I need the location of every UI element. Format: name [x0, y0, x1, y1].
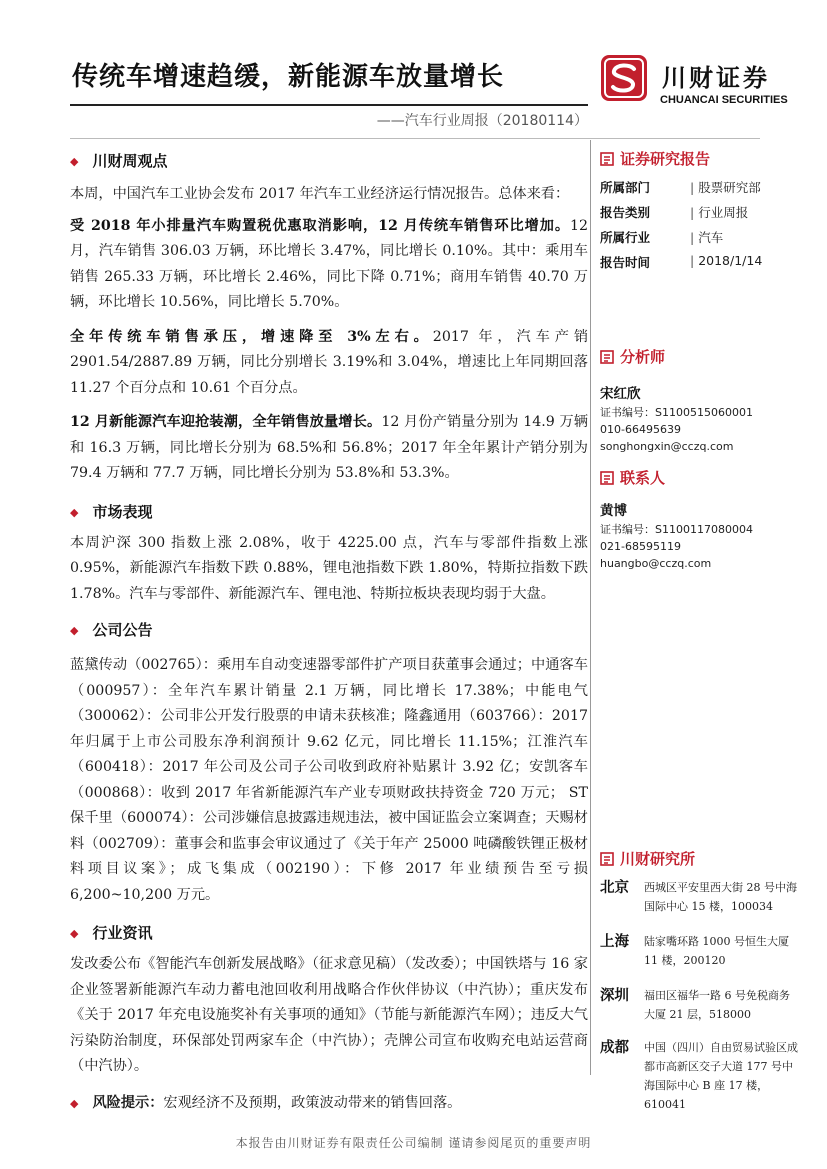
institute-heading: 川财研究所 — [600, 848, 770, 870]
diamond-bullet-icon: ◆ — [70, 155, 79, 168]
view-paragraph-annual: 全年传统车销售承压，增速降至 3%左右。2017 年，汽车产销 2901.54/2887.89 万辆，同比分别增长 3.19%和 3.04%，增速比上年同期回落 11.27 个百分点和 10.61 个百分点。 — [70, 328, 589, 396]
section-market-heading: ◆ 市场表现 — [70, 502, 153, 521]
report-info-heading: 证券研究报告 — [600, 148, 770, 170]
view-paragraph-nev: 12 月新能源汽车迎抢装潮，全年销售放量增长。12 月份产销量分别为 14.9 万辆和 16.3 万辆，同比增长分别为 68.5%和 56.8%；2017 年全年累计产销分别为 79.4 万辆和 77.7 万辆，同比增长分别为 53.8%和 53.3%。 — [70, 414, 588, 481]
market-paragraph: 本周沪深 300 指数上涨 2.08%，收于 4225.00 点，汽车与零部件指数上涨 0.95%，新能源汽车指数下跌 0.88%，锂电池指数下跌 1.80%，特斯拉指数下跌 1.78%。汽车与零部件、新能源汽车、锂电池、特斯拉板块表现均弱于大盘。 — [70, 534, 588, 602]
diamond-bullet-icon: ◆ — [70, 1096, 79, 1110]
view-intro: 本周，中国汽车工业协会发布 2017 年汽车工业经济运行情况报告。总体来看： — [70, 186, 570, 202]
brand-name-en: CHUANCAI SECURITIES — [660, 94, 788, 106]
document-icon — [600, 350, 614, 364]
office-shenzhen: 深圳 福田区福华一路 6 号免税商务大厦 21 层，518000 — [600, 987, 790, 1021]
header-divider — [70, 138, 760, 139]
analyst-phone: 010-66495639 — [600, 423, 681, 436]
sidebar-analyst — [600, 346, 770, 455]
section-industry-heading: ◆ 行业资讯 — [70, 924, 153, 942]
risk-warning: ◆ 风险提示：宏观经济不及预期，政策波动带来的销售回落。 — [70, 1094, 462, 1111]
meta-row-category: 报告类别 | 行业周报 — [600, 203, 770, 228]
contact-email[interactable]: huangbo@cczq.com — [600, 557, 712, 570]
view-paragraph-december: 受 2018 年小排量汽车购置税优惠取消影响，12 月传统车销售环比增加。12 月，汽车销售 306.03 万辆，环比增长 3.47%，同比增长 0.10%。其中：乘用车销售 265.33 万辆，环比增长 2.46%，同比下降 0.71%；商用车销售 40.70 万辆，环比增长 10.56%，同比增长 5.70%。 — [70, 217, 588, 310]
document-icon — [600, 152, 614, 166]
industry-paragraph: 发改委公布《智能汽车创新发展战略》（征求意见稿）（发改委）；中国铁塔与 16 家企业签署新能源汽车动力蓄电池回收利用战略合作伙伴协议（中汽协）；重庆发布《关于 2017 年充电设施奖补有关事项的通知》（节能与新能源汽车网）；违反大气污染防治制度，环保部处罚两家车企（中汽协）；壳牌公司宣布收购充电站运营商（中汽协）。 — [70, 956, 588, 1074]
diamond-bullet-icon: ◆ — [70, 927, 79, 940]
report-title: 传统车增速趋缓，新能源车放量增长 — [72, 62, 505, 92]
analyst-name: 宋红欣 — [600, 386, 641, 402]
contact-phone: 021-68595119 — [600, 540, 681, 553]
contact-cert: 证书编号：S1100117080004 — [600, 523, 753, 536]
analyst-email[interactable]: songhongxin@cczq.com — [600, 440, 734, 453]
company-paragraph: 蓝黛传动（002765）：乘用车自动变速器零部件扩产项目获董事会通过；中通客车（000957）：全年汽车累计销量 2.1 万辆，同比增长 17.38%；中能电气（300062）：公司非公开发行股票的申请未获核准；隆鑫通用（603766）：2017 年归属于上市公司股东净利润预计 9.62 亿元，同比增长 11.15%；江淮汽车（600418）：2017 年公司及公司子公司收到政府补贴累计 3.92 亿；安凯客车（000868）：收到 2017 年省新能源汽车产业专项财政扶持资金 720 万元； ST 保千里（600074）：公司涉嫌信息披露违规违法，被中国证监会立案调查；天赐材料（002709）：董事会和监事会审议通过了《关于年产 25000 吨磷酸铁锂正极材料项目议案》；成飞集成（002190）：下修 2017 年业绩预告至亏损 6,200~10,200 万元。 — [70, 657, 588, 903]
brand-name-cn: 川财证券 — [662, 64, 770, 92]
meta-row-industry: 所属行业 | 汽车 — [600, 228, 770, 253]
report-subtitle: ——汽车行业周报（20180114） — [376, 113, 588, 129]
document-icon — [600, 852, 614, 866]
title-divider — [70, 104, 588, 106]
sidebar-institute — [600, 848, 798, 1116]
column-divider — [590, 140, 591, 1075]
diamond-bullet-icon: ◆ — [70, 505, 79, 519]
office-shanghai: 上海 陆家嘴环路 1000 号恒生大厦 11 楼，200120 — [600, 933, 789, 967]
document-icon — [600, 471, 614, 485]
section-company-heading: ◆ 公司公告 — [70, 621, 153, 639]
meta-row-department: 所属部门 | 股票研究部 — [600, 178, 770, 203]
office-beijing: 北京 西城区平安里西大街 28 号中海国际中心 15 楼，100034 — [600, 879, 797, 913]
contact-heading: 联系人 — [600, 467, 770, 489]
office-chengdu: 成都 中国（四川）自由贸易试验区成都市高新区交子大道 177 号中海国际中心 B 座 17 楼，610041 — [600, 1039, 798, 1111]
section-view-heading: ◆ 川财周观点 — [70, 152, 168, 170]
contact-name: 黄博 — [600, 503, 627, 519]
page-footer: 本报告由川财证券有限责任公司编制 谨请参阅尾页的重要声明 — [235, 1136, 592, 1150]
analyst-heading: 分析师 — [600, 346, 770, 368]
meta-row-date: 报告时间 | 2018/1/14 — [600, 253, 770, 278]
brand-logo-icon — [600, 54, 648, 102]
diamond-bullet-icon: ◆ — [70, 624, 79, 637]
main-column — [70, 150, 588, 1115]
sidebar-contact — [600, 467, 770, 572]
sidebar-report-info — [600, 148, 770, 278]
analyst-cert: 证书编号：S1100515060001 — [600, 406, 753, 419]
